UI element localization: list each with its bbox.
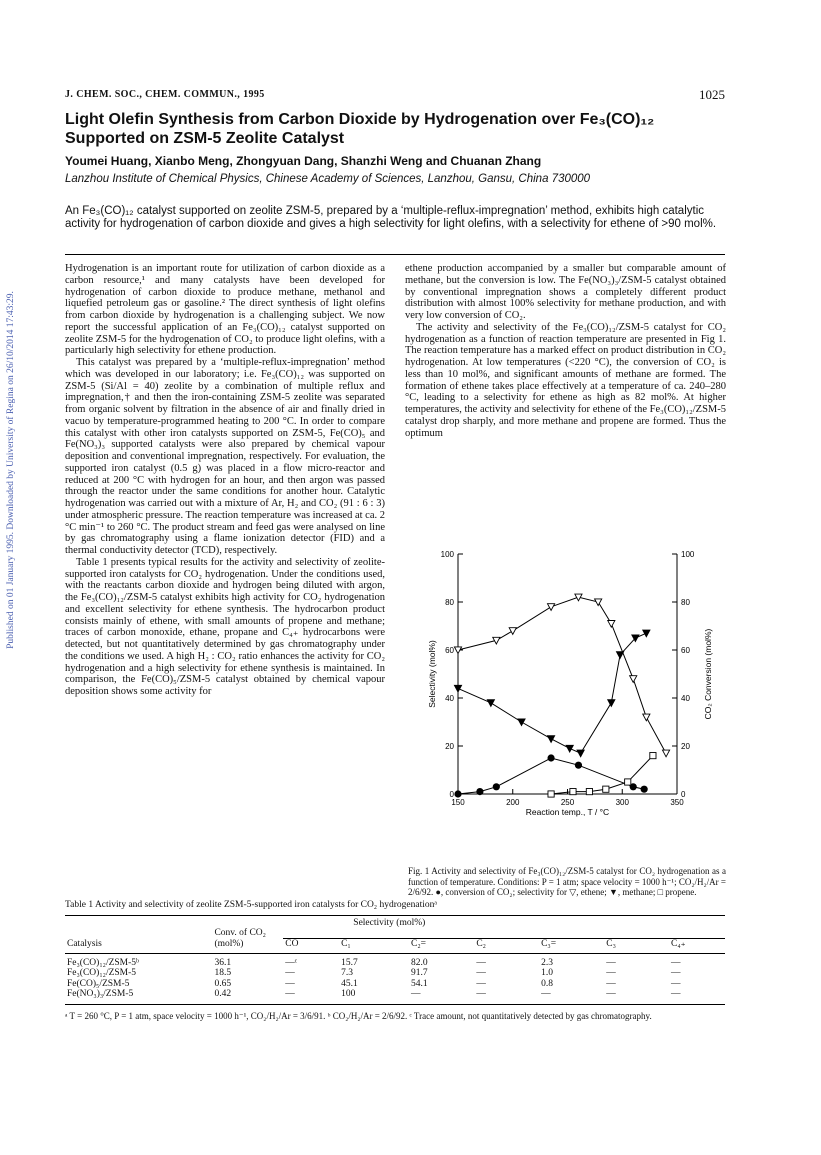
table-cell: 82.0 xyxy=(411,957,428,968)
table-cell: 54.1 xyxy=(411,978,428,989)
table-footnote: ᵃ T = 260 °C, P = 1 atm, space velocity = 1000 h⁻¹, CO₂/H₂/Ar = 3/6/91. ᵇ CO₂/H₂/Ar = 2/6/92. ᶜ Trace amount, not quantitatively detected by gas chromatography. xyxy=(65,1010,652,1021)
data-point xyxy=(454,790,461,797)
data-point xyxy=(547,604,554,611)
x-tick-label: 200 xyxy=(506,798,520,807)
body-column-left xyxy=(65,263,385,698)
data-point xyxy=(662,750,669,757)
conv-header: Conv. of CO₂ xyxy=(214,928,266,938)
download-notice: Published on 01 January 1995. Downloaded by University of Regina on 26/10/2014 17:43:29. xyxy=(6,291,16,649)
table-cell: — xyxy=(606,989,616,999)
table-cell: 18.5 xyxy=(214,968,232,978)
authors: Youmei Huang, Xianbo Meng, Zhongyuan Dang, Shanzhi Weng and Chuanan Zhang xyxy=(65,154,542,168)
table-cell: — xyxy=(606,957,616,968)
table-cell: —ᶜ xyxy=(285,957,298,968)
conv-header-unit: (mol%) xyxy=(214,939,244,949)
col-header: CO xyxy=(285,939,299,949)
page-number: 1025 xyxy=(699,87,725,102)
table-cell: 7.3 xyxy=(341,968,353,978)
table-row xyxy=(65,953,725,968)
paragraph: The activity and selectivity of the Fe₃(CO)₁₂/ZSM-5 catalyst for CO₂ hydrogenation as a function of reaction temperature are presented in Fig 1. The reaction temperature has a marked effect on product distribution in CO₂ hydrogenation. At low temperatures (<220 °C), the conversion of CO₂ is less than 10 mol%, and significant amounts of methane are formed. The formation of ethene takes place effectively at a temperature of ca. 240–280 °C, leading to a selectivity for ethene as high as 82 mol%. At higher temperatures, the activity and selectivity for ethene of the Fe₃(CO)₁₂/ZSM-5 catalyst drop sharply, and more methane and propene are formed. Thus the optimum xyxy=(405,321,726,439)
table-cell: — xyxy=(671,968,681,978)
table-cell: Fe₃(CO)₁₂/ZSM-5ᵇ xyxy=(67,957,139,968)
table-cell: — xyxy=(671,989,681,999)
y-tick-label-left: 40 xyxy=(445,694,454,703)
header-rule xyxy=(65,254,725,255)
table-cell: 15.7 xyxy=(341,957,358,968)
data-point xyxy=(625,779,631,785)
series-line xyxy=(458,597,666,753)
table-cell: — xyxy=(285,968,295,978)
y-tick-label-right: 20 xyxy=(681,742,690,751)
y-tick-label-left: 20 xyxy=(445,742,454,751)
data-point xyxy=(476,788,483,795)
data-point xyxy=(641,786,648,793)
data-point xyxy=(650,753,656,759)
x-tick-label: 350 xyxy=(670,798,684,807)
data-point xyxy=(570,789,576,795)
y-axis-label-right: CO₂ Conversion (mol%) xyxy=(703,628,713,720)
data-point xyxy=(577,750,584,757)
table-cell: — xyxy=(285,989,295,999)
article-title: Light Olefin Synthesis from Carbon Dioxide by Hydrogenation over Fe₃(CO)₁₂ Supported on ZSM-5 Zeolite Catalyst xyxy=(65,111,655,147)
y-tick-label-left: 100 xyxy=(440,550,454,559)
group-header: Selectivity (mol%) xyxy=(353,917,426,928)
col-header: C₃= xyxy=(541,939,557,949)
table-cell: — xyxy=(606,968,616,978)
abstract: An Fe₃(CO)₁₂ catalyst supported on zeolite ZSM-5, prepared by a ‘multiple-reflux-impregnation’ method, exhibits high catalytic activity for hydrogenation of carbon dioxide and gives a high selectivity for light olefins, with a selectivity for ethene of >90 mol%. xyxy=(65,205,717,230)
table-caption: Table 1 Activity and selectivity of zeolite ZSM-5-supported iron catalysts for CO₂ hydrogenationᵃ xyxy=(65,900,437,910)
table-row xyxy=(65,989,725,1004)
table-cell: 36.1 xyxy=(214,957,232,968)
data-point xyxy=(643,630,650,637)
data-point xyxy=(595,599,602,606)
table-cell: — xyxy=(476,978,486,989)
table-cell: — xyxy=(541,989,551,999)
table-cell: Fe(NO₃)₃/ZSM-5 xyxy=(67,989,134,999)
table-cell: — xyxy=(476,968,486,978)
data-point xyxy=(493,783,500,790)
table-cell: 0.8 xyxy=(541,978,553,989)
data-point xyxy=(608,621,615,628)
data-point xyxy=(487,700,494,707)
data-point xyxy=(547,736,554,743)
figure-caption: Fig. 1 Activity and selectivity of Fe₃(CO)₁₂/ZSM-5 catalyst for CO₂ hydrogenation as a function of temperature. Conditions: P = 1 atm; space velocity = 1000 h⁻¹; CO₂/H₂/Ar = 2/6/92. ●, conversion of CO₂; selectivity for ▽, ethene; ▼, methane; □ propene. xyxy=(408,866,726,897)
data-point xyxy=(643,714,650,721)
data-table xyxy=(65,915,725,1005)
paragraph: Table 1 presents typical results for the activity and selectivity of zeolite-supported iron catalysts for CO₂ hydrogenation. Under the conditions used, with the reactants carbon dioxide and hydrogen being diluted with argon, the Fe₃(CO)₁₂/ZSM-5 catalyst exhibits high activity for CO₂ hydrogenation and excellent selectivity for ethene synthesis. The hydrocarbon product consists mainly of ethene, with small amounts of propene and methane; traces of carbon monoxide, ethane, propane and C₄₊ hydrocarbons were detected, but not quantitatively determined by gas chromatography under the conditions we used. A high H₂ : CO₂ ratio enhances the activity for CO₂ hydrogenation and a high selectivity for ethene synthesis is maintained. In comparison, the Fe(CO)₅/ZSM-5 catalyst obtained by chemical vapour deposition shows some activity for xyxy=(65,556,385,697)
data-point xyxy=(586,789,592,795)
x-tick-label: 250 xyxy=(560,798,575,807)
data-point xyxy=(566,745,573,752)
series-line xyxy=(458,758,644,794)
data-point xyxy=(608,700,615,707)
table-cell: Fe₃(CO)₁₂/ZSM-5 xyxy=(67,968,137,978)
table-cell: Fe(CO)₅/ZSM-5 xyxy=(67,978,130,989)
journal-header: J. CHEM. SOC., CHEM. COMMUN., 1995 xyxy=(65,89,265,100)
col-header: C₃ xyxy=(606,939,616,949)
y-tick-label-right: 40 xyxy=(681,694,690,703)
col-header: C₁ xyxy=(341,939,351,949)
x-tick-label: 300 xyxy=(615,798,629,807)
table-cell: — xyxy=(285,978,295,989)
data-point xyxy=(616,652,623,659)
table-1 xyxy=(65,900,725,1021)
y-tick-label-left: 0 xyxy=(449,790,454,799)
data-point xyxy=(518,719,525,726)
data-point xyxy=(509,628,516,635)
chart xyxy=(405,548,725,863)
y-axis-label-left: Selectivity (mol%) xyxy=(427,640,437,708)
table-cell: 0.42 xyxy=(214,989,232,999)
affiliation: Lanzhou Institute of Chemical Physics, Chinese Academy of Sciences, Lanzhou, Gansu, China 730000 xyxy=(65,173,591,185)
col-header: C₄₊ xyxy=(671,939,686,949)
table-cell: — xyxy=(671,978,681,989)
data-point xyxy=(603,786,609,792)
table-row xyxy=(65,979,725,990)
col-header: C₂= xyxy=(411,939,427,949)
y-tick-label-right: 0 xyxy=(681,790,686,799)
table-cell: 0.65 xyxy=(214,978,232,989)
col-header: C₂ xyxy=(476,939,486,949)
table-cell: 2.3 xyxy=(541,957,553,968)
table-cell: — xyxy=(476,957,486,968)
table-cell: 45.1 xyxy=(341,978,358,989)
x-tick-label: 150 xyxy=(451,798,465,807)
data-point xyxy=(454,685,461,692)
table-cell: — xyxy=(671,957,681,968)
table-cell: — xyxy=(476,989,486,999)
x-axis-label: Reaction temp., T / °C xyxy=(525,807,610,817)
table-cell: 1.0 xyxy=(541,968,553,978)
y-tick-label-right: 100 xyxy=(681,550,695,559)
col-header: Catalysis xyxy=(67,939,102,949)
paragraph: ethene production accompanied by a smaller but comparable amount of methane, but the conversion is low. The Fe(NO₃)₃/ZSM-5 catalyst obtained by conventional impregnation shows a completely different product distribution with almost 100% selectivity for methane production, and with very low conversion of CO₂. xyxy=(405,263,726,321)
data-point xyxy=(547,754,554,761)
table-cell: — xyxy=(411,989,421,999)
data-point xyxy=(548,791,554,797)
paragraph: Hydrogenation is an important route for utilization of carbon dioxide as a carbon resource,¹ and many catalysts have been developed for hydrogenation of carbon dioxide to produce methane, methanol and liquefied petroleum gas or gasoline.² The direct synthesis of light olefins from carbon dioxide by hydrogenation is a challenging subject. We now report the successful application of an Fe₃(CO)₁₂ catalyst supported on zeolite ZSM-5 for the hydrogenation of CO₂ to produce light olefins, with a particularly high selectivity for ethene production. xyxy=(65,263,385,357)
table-cell: 91.7 xyxy=(411,968,428,978)
table-row xyxy=(65,968,725,979)
body-column-right xyxy=(405,263,726,439)
y-tick-label-left: 80 xyxy=(445,598,454,607)
y-tick-label-right: 60 xyxy=(681,646,690,655)
y-tick-label-left: 60 xyxy=(445,646,454,655)
data-point xyxy=(630,676,637,683)
y-tick-label-right: 80 xyxy=(681,598,690,607)
table-cell: — xyxy=(606,978,616,989)
table-cell: 100 xyxy=(341,989,356,999)
data-point xyxy=(575,762,582,769)
paragraph: This catalyst was prepared by a ‘multiple-reflux-impregnation’ method which was developed in our laboratory; i.e. Fe₃(CO)₁₂ was supported on ZSM-5 (Si/Al = 40) zeolite by a combination of multiple reflux and impregnation,† and then the iron-containing ZSM-5 zeolite was separated from organic solvent by filtration in the absence of air and finally dried in vacuo by temperature-programmed heating to 200 °C. In order to compare this catalyst with other iron catalysts supported on ZSM-5, Fe(CO)₅ and Fe(NO₃)₃ supported catalysts were also prepared by chemical vapour deposition and conventional impregnation, respectively. For evaluation, the supported iron catalyst (0.5 g) was placed in a flow micro-reactor and reduced at 200 °C with hydrogen for an hour, and then argon was passed through the reactor under the same conditions for another hour. Catalytic hydrogenation was carried out with a mixture of Ar, H₂ and CO₂ (91 : 6 : 3) under atmospheric pressure. The reaction temperature was increased at ca. 2 °C min⁻¹ to 260 °C. The product stream and feed gas were analysed on line by gas chromatography using a flame ionization detector (FID) and a thermal conductivity detector (TCD), respectively. xyxy=(65,357,385,556)
figure-1 xyxy=(405,548,725,863)
series-line xyxy=(458,633,646,753)
